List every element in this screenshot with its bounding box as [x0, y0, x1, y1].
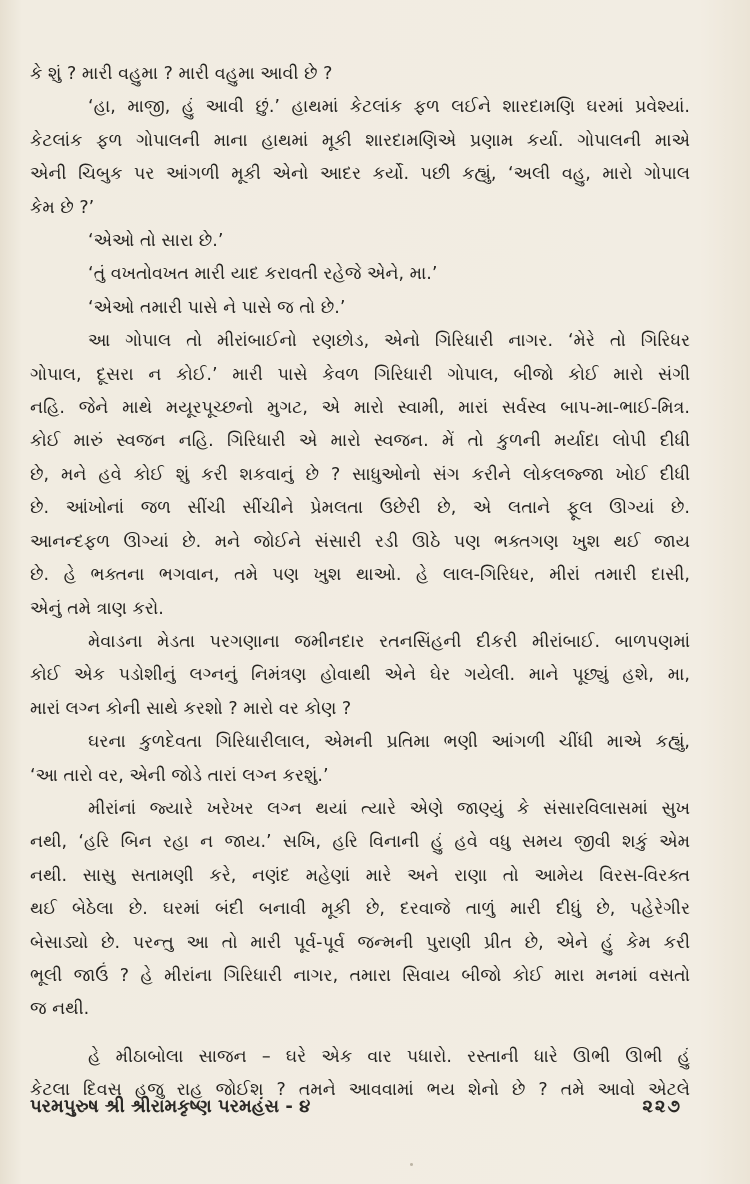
text-line: છે. આંખોનાં જળ સીંચી સીંચીને પ્રેમલતા ઉછેરી છે, એ લતાને ફૂલ ઊગ્યાં છે.: [30, 498, 690, 519]
text-line: ‘તું વખતોવખત મારી યાદ કરાવતી રહેજે એને, મા.’: [88, 264, 438, 285]
text-line: નથી. સાસુ સતામણી કરે, નણંદ મહેણાં મારે અને રાણા તો આમેય વિરસ-વિરક્ત: [30, 865, 690, 886]
text-line: એની ચિબુક પર આંગળી મૂકી એનો આદર કર્યો. પછી કહ્યું, ‘અલી વહુ, મારો ગોપાલ: [30, 164, 690, 185]
text-line: નથી, ‘હરિ બિન રહા ન જાય.’ સખિ, હરિ વિનાની હું હવે વધુ સમય જીવી શકું એમ: [30, 832, 690, 853]
text-line: ‘આ તારો વર, એની જોડે તારાં લગ્ન કરશું.’: [30, 765, 329, 786]
text-line: ‘હા, માજી, હું આવી છું.’ હાથમાં કેટલાંક ફળ લઈને શારદામણિ ઘરમાં પ્રવેશ્યાં.: [88, 97, 690, 118]
text-line: છે, મને હવે કોઈ શું કરી શકવાનું છે ? સાધુઓનો સંગ કરીને લોકલજ્જા ખોઈ દીધી: [30, 464, 690, 485]
text-line: આનન્દફળ ઊગ્યાં છે. મને જોઈને સંસારી રડી ઊઠે પણ ભક્તગણ ખુશ થઈ જાય: [30, 531, 690, 552]
text-line: એનું તમે ત્રાણ કરો.: [30, 598, 164, 619]
text-line: થઈ બેઠેલા છે. ઘરમાં બંદી બનાવી મૂકી છે, દરવાજે તાળું મારી દીધું છે, પહેરેગીર: [30, 899, 690, 920]
running-title: પરમપુરુષ શ્રી શ્રીરામકૃષ્ણ પરમહંસ - ૪: [30, 1096, 311, 1117]
paper-speck: [410, 1163, 413, 1166]
text-line: બેસાડ્યો છે. પરન્તુ આ તો મારી પૂર્વ-પૂર્વ જન્મની પુરાણી પ્રીત છે, એને હું કેમ કરી: [30, 932, 690, 953]
text-line: ઘરના કુળદેવતા ગિરિધારીલાલ, એમની પ્રતિમા ભણી આંગળી ચીંધી માએ કહ્યું,: [88, 732, 690, 753]
text-line: મીરાંનાં જ્યારે ખરેખર લગ્ન થયાં ત્યારે એણે જાણ્યું કે સંસારવિલાસમાં સુખ: [88, 798, 690, 819]
text-line: નહિ. જેને માથે મયૂરપૂચ્છનો મુગટ, એ મારો સ્વામી, મારાં સર્વસ્વ બાપ-મા-ભાઈ-મિત્ર.: [30, 398, 690, 419]
text-line: ‘એઓ તો સારા છે.’: [88, 231, 224, 252]
text-line: જ નથી.: [30, 999, 90, 1020]
text-line: ‘એઓ તમારી પાસે ને પાસે જ તો છે.’: [88, 297, 346, 318]
text-line: મારાં લગ્ન કોની સાથે કરશો ? મારો વર કોણ ?: [30, 698, 352, 719]
text-line: હે મીઠાબોલા સાજન – ઘરે એક વાર પધારો. રસ્તાની ધારે ઊભી ઊભી હું: [88, 1046, 690, 1067]
page-number: ૨૨૭: [642, 1096, 682, 1117]
text-line: ગોપાલ, દૂસરા ન કોઈ.’ મારી પાસે કેવળ ગિરિધારી ગોપાલ, બીજો કોઈ મારો સંગી: [30, 364, 690, 385]
text-line: કોઈ મારું સ્વજન નહિ. ગિરિધારી એ મારો સ્વજન. મેં તો કુળની મર્યાદા લોપી દીધી: [30, 431, 690, 452]
text-line: છે. હે ભક્તના ભગવાન, તમે પણ ખુશ થાઓ. હે લાલ-ગિરિધર, મીરાં તમારી દાસી,: [30, 565, 690, 586]
text-line: મેવાડના મેડતા પરગણાના જમીનદાર રતનસિંહની દીકરી મીરાંબાઈ. બાળપણમાં: [88, 631, 690, 652]
text-line: કે શું ? મારી વહુમા ? મારી વહુમા આવી છે ?: [30, 64, 333, 84]
text-line: કેમ છે ?’: [30, 197, 95, 218]
text-line: ભૂલી જાઉં ? હે મીરાંના ગિરિધારી નાગર, તમારા સિવાય બીજો કોઈ મારા મનમાં વસતો: [30, 965, 690, 986]
text-line: આ ગોપાલ તો મીરાંબાઈનો રણછોડ, એનો ગિરિધારી નાગર. ‘મેરે તો ગિરિધર: [88, 331, 690, 352]
text-line: કોઈ એક પડોશીનું લગ્નનું નિમંત્રણ હોવાથી એને ઘેર ગયેલી. માને પૂછ્યું હશે, મા,: [30, 665, 690, 686]
paragraph-gap: [30, 1027, 690, 1041]
text-line: કેટલા દિવસ હજુ રાહ જોઈશ ? તમને આવવામાં ભય શેનો છે ? તમે આવો એટલે: [30, 1080, 690, 1101]
text-line: કેટલાંક ફળ ગોપાલની માના હાથમાં મૂકી શારદામણિએ પ્રણામ કર્યા. ગોપાલની માએ: [30, 130, 690, 151]
page-body-text: [30, 58, 690, 1108]
